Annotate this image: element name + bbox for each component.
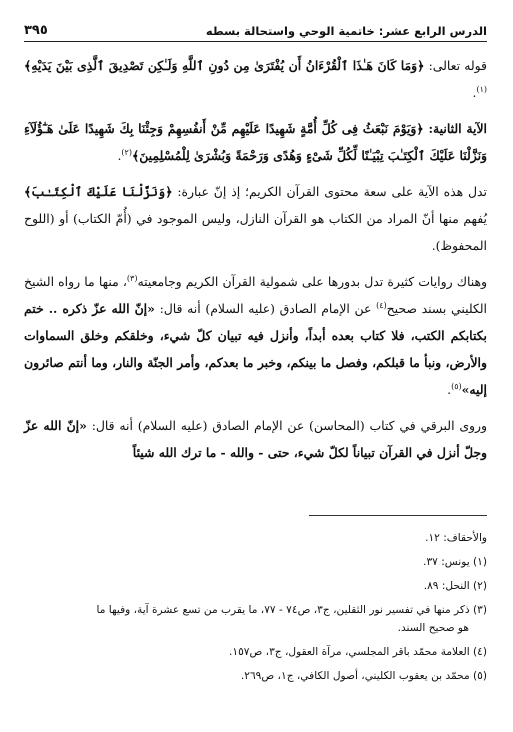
paragraph-2	[24, 115, 487, 169]
p3-text-1: تدل هذه الآية على سعة محتوى القرآن الكريم؛ إذ إنّ عبارة:	[172, 184, 487, 199]
footnote-ref-1: (١)	[476, 84, 487, 94]
p2-tail: .	[117, 148, 122, 163]
footnote-ref-3: (٣)	[126, 273, 138, 283]
p2-lead: الآية الثانية:	[423, 121, 487, 136]
p4-text-1: وهناك روايات كثيرة تدل بدورها على شمولية القرآن الكريم وجامعيته	[137, 274, 487, 289]
paragraph-4	[24, 268, 487, 403]
paragraph-3	[24, 178, 487, 259]
footnote-ref-5: (٥)	[451, 381, 462, 391]
quran-verse-2: ﴿وَيَوْمَ نَبْعَثُ فِى كُلِّ أُمَّةٍ شَهِيدًا عَلَيْهِم مِّنْ أَنفُسِهِمْ وَجِئْنَا بِكَ شَهِيدًا عَلَىٰ هَـٰٓؤُلَآءِ وَنَزَّلْنَا عَلَيْكَ ٱلْكِتَـٰبَ تِبْيَـٰنًا لِّكُلِّ شَىْءٍ وَهُدًى وَرَحْمَةً وَبُشْرَىٰ لِلْمُسْلِمِينَ﴾	[24, 121, 487, 163]
p4-text-3: عن الإمام الصادق (عليه السلام) أنه قال:	[154, 301, 377, 316]
p3-text-2: يُفهم منها أنّ المراد من الكتاب هو القرآن النازل، وليس الموجود في (أُمّ الكتاب) أو (اللوح المحفوظ).	[24, 211, 487, 253]
footnote-ref-2: (٢)	[121, 147, 132, 157]
page-number: ٣٩٥	[24, 23, 48, 38]
main-text	[24, 52, 487, 475]
p4-tail: .	[447, 382, 452, 397]
footnote-2: (٢) النحل: ٨٩.	[423, 580, 487, 592]
footnote-3-continued: هو صحيح السند.	[397, 622, 469, 634]
running-title: الدرس الرابع عشر: خاتمية الوحي واستحالة بسطه	[205, 24, 487, 38]
footnote-ref-4: (٤)	[376, 300, 387, 310]
footnote-3: (٣) ذكر منها في تفسير نور الثقلين، ج٣، ص٧٤ - ٧٧، ما يقرب من تسع عشرة آية، وفيها ما	[96, 604, 487, 616]
paragraph-5	[24, 412, 487, 466]
hadith-quote-1: «إنّ الله عزّ ذكره .. ختم بكتابكم الكتب، فلا كتاب بعده أبداً، وأنزل فيه تبيان كلّ شيء، وخلقكم وخلق السماوات والأرض، ونبأ ما قبلكم، وفصل ما بينكم، وخبر ما بعدكم، وأمر الجنّة والنار، وما أنتم صائرون إليه»	[24, 301, 487, 397]
p1-lead: قوله تعالى:	[424, 58, 487, 73]
footnote-divider	[309, 515, 487, 516]
footnote-1: (١) يونس: ٣٧.	[423, 556, 487, 568]
p5-text-1: وروى البرقي في كتاب (المحاسن) عن الإمام الصادق (عليه السلام) أنه قال:	[86, 418, 487, 433]
footnote-4: (٤) العلامة محمّد باقر المجلسي، مرآة العقول، ج٣، ص١٥٧.	[229, 646, 487, 658]
footnotes-section	[24, 515, 487, 688]
paragraph-1	[24, 52, 487, 106]
p4-text-2: ، منها ما رواه الشيخ الكليني بسند صحيح	[24, 274, 487, 316]
running-header	[24, 18, 487, 42]
footnote-5: (٥) محمّد بن يعقوب الكليني، أصول الكافي، ج١، ص٢٦٩.	[240, 670, 487, 682]
quran-verse-1: ﴿وَمَا كَانَ هَـٰذَا ٱلْقُرْءَانُ أَن يُفْتَرَىٰ مِن دُونِ ٱللَّهِ وَلَـٰكِن تَصْدِيقَ ٱلَّذِى بَيْنَ يَدَيْهِ﴾	[24, 58, 425, 73]
p1-tail: .	[472, 85, 477, 100]
quran-verse-3: ﴿وَنَزَّلْنَا عَلَيْكَ ٱلْكِتَـٰبَ﴾	[24, 184, 173, 199]
footnote-carry: والأحقاف: ١٢.	[425, 532, 487, 544]
hadith-quote-2: «إنّ الله عزّ وجلّ أنزل في القرآن تبياناً لكلّ شيء، حتى - والله - ما ترك الله شيئاً	[24, 418, 487, 460]
